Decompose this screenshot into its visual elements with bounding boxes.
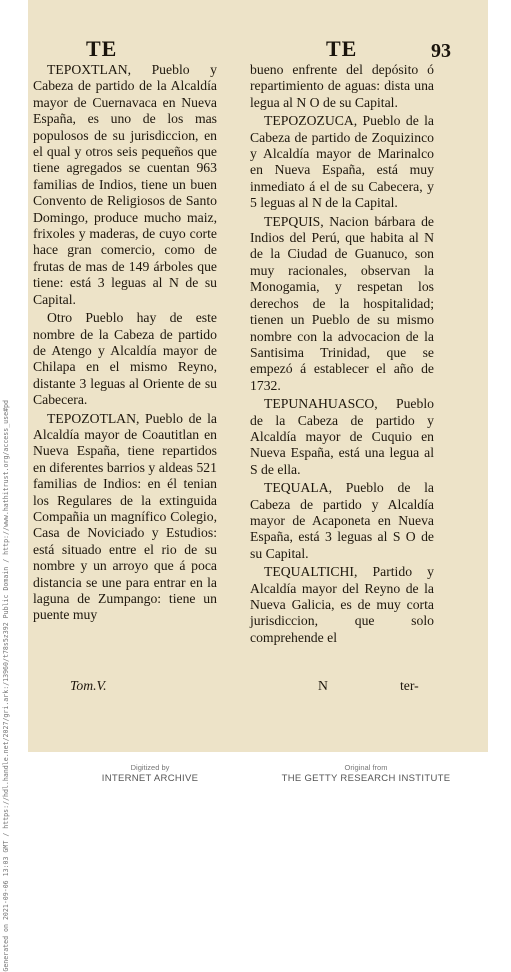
digitized-by-label: Digitized by [130, 763, 170, 772]
getty-institute-label: THE GETTY RESEARCH INSTITUTE [281, 773, 451, 784]
entry-tepoxtlan-other: Otro Pueblo hay de este nombre de la Cabeza de partido de Atengo y Alcaldía mayor de Chilapa en el mismo Reyno, distante 3 leguas al Oriente de su Cabecera. [33, 310, 217, 408]
right-column [250, 62, 434, 648]
entry-tepozozuca: TEPOZOZUCA, Pueblo de la Cabeza de partido de Zoquizinco y Alcaldía mayor de Marinalco en Nueva España, está muy inmediato á el de su Cabecera, y 5 leguas al N de la Capital. [250, 113, 434, 211]
catchword: ter- [400, 678, 419, 693]
gathering-signature: N [318, 678, 328, 693]
hathitrust-stamp: Generated on 2021-09-06 13:03 GMT / https://hdl.handle.net/2027/gri.ark:/13960/t78s5z392 Public Domain / http://www.hathitrust.org/access_use#pd [2, 400, 10, 972]
original-from-credit [266, 762, 466, 784]
entry-tepunahuasco: TEPUNAHUASCO, Pueblo de la Cabeza de partido y Alcaldía mayor de Cuquio en Nueva España, está una legua al S de ella. [250, 396, 434, 477]
volume-signature: Tom.V. [70, 678, 107, 693]
digitized-by-credit [50, 762, 250, 784]
entry-tepozotlan-continued: bueno enfrente del depósito ó repartimiento de aguas: dista una legua al N O de su Capital. [250, 62, 434, 110]
entry-tepoxtlan: TEPOXTLAN, Pueblo y Cabeza de partido de la Alcaldía mayor de Cuernavaca en Nueva España, es uno de los mas populosos de su jurisdiccion, en el qual y otros seis pequeños que tiene agregados se cuentan 963 familias de Indios, tiene un buen Convento de Religiosos de Santo Domingo, produce mucho maiz, frixoles y maderas, de cuyo corte hace gran comercio, como de frutas de mas de 149 árboles que tiene: está 3 leguas al N de su Capital. [33, 62, 217, 307]
entry-tequala: TEQUALA, Pueblo de la Cabeza de partido y Alcaldía mayor de Acaponeta en Nueva España, está 3 leguas al S O de su Capital. [250, 480, 434, 561]
original-from-label: Original from [344, 763, 388, 772]
book-page [28, 0, 488, 752]
left-column [33, 62, 217, 626]
entry-tepquis: TEPQUIS, Nacion bárbara de Indios del Perú, que habita al N de la Ciudad de Guanuco, son muy racionales, observan la Monogamia, y respetan los derechos de la hospitalidad; tienen un Pueblo de su mismo nombre con la advocacion de la Santisima Trinidad, que se empezó á establecer el año de 1732. [250, 213, 434, 393]
left-running-head: TE [86, 36, 118, 61]
right-running-head: TE [326, 36, 358, 61]
page-number: 93 [431, 40, 451, 62]
internet-archive-label: INTERNET ARCHIVE [101, 773, 199, 784]
entry-tequaltichi: TEQUALTICHI, Partido y Alcaldía mayor del Reyno de la Nueva Galicia, es de muy corta jurisdiccion, que solo comprehende el [250, 564, 434, 645]
entry-tepozotlan: TEPOZOTLAN, Pueblo de la Alcaldía mayor de Coautitlan en Nueva España, tiene repartidos en diferentes barrios y aldeas 521 familias de Indios: en él tenian los Regulares de la extinguida Compañia un magnífico Colegio, Casa de Noviciado y Estudios: está situado entre el rio de su nombre y un arroyo que á poca distancia se une para entrar en la laguna de Zumpango: tiene un puente muy [33, 410, 217, 623]
